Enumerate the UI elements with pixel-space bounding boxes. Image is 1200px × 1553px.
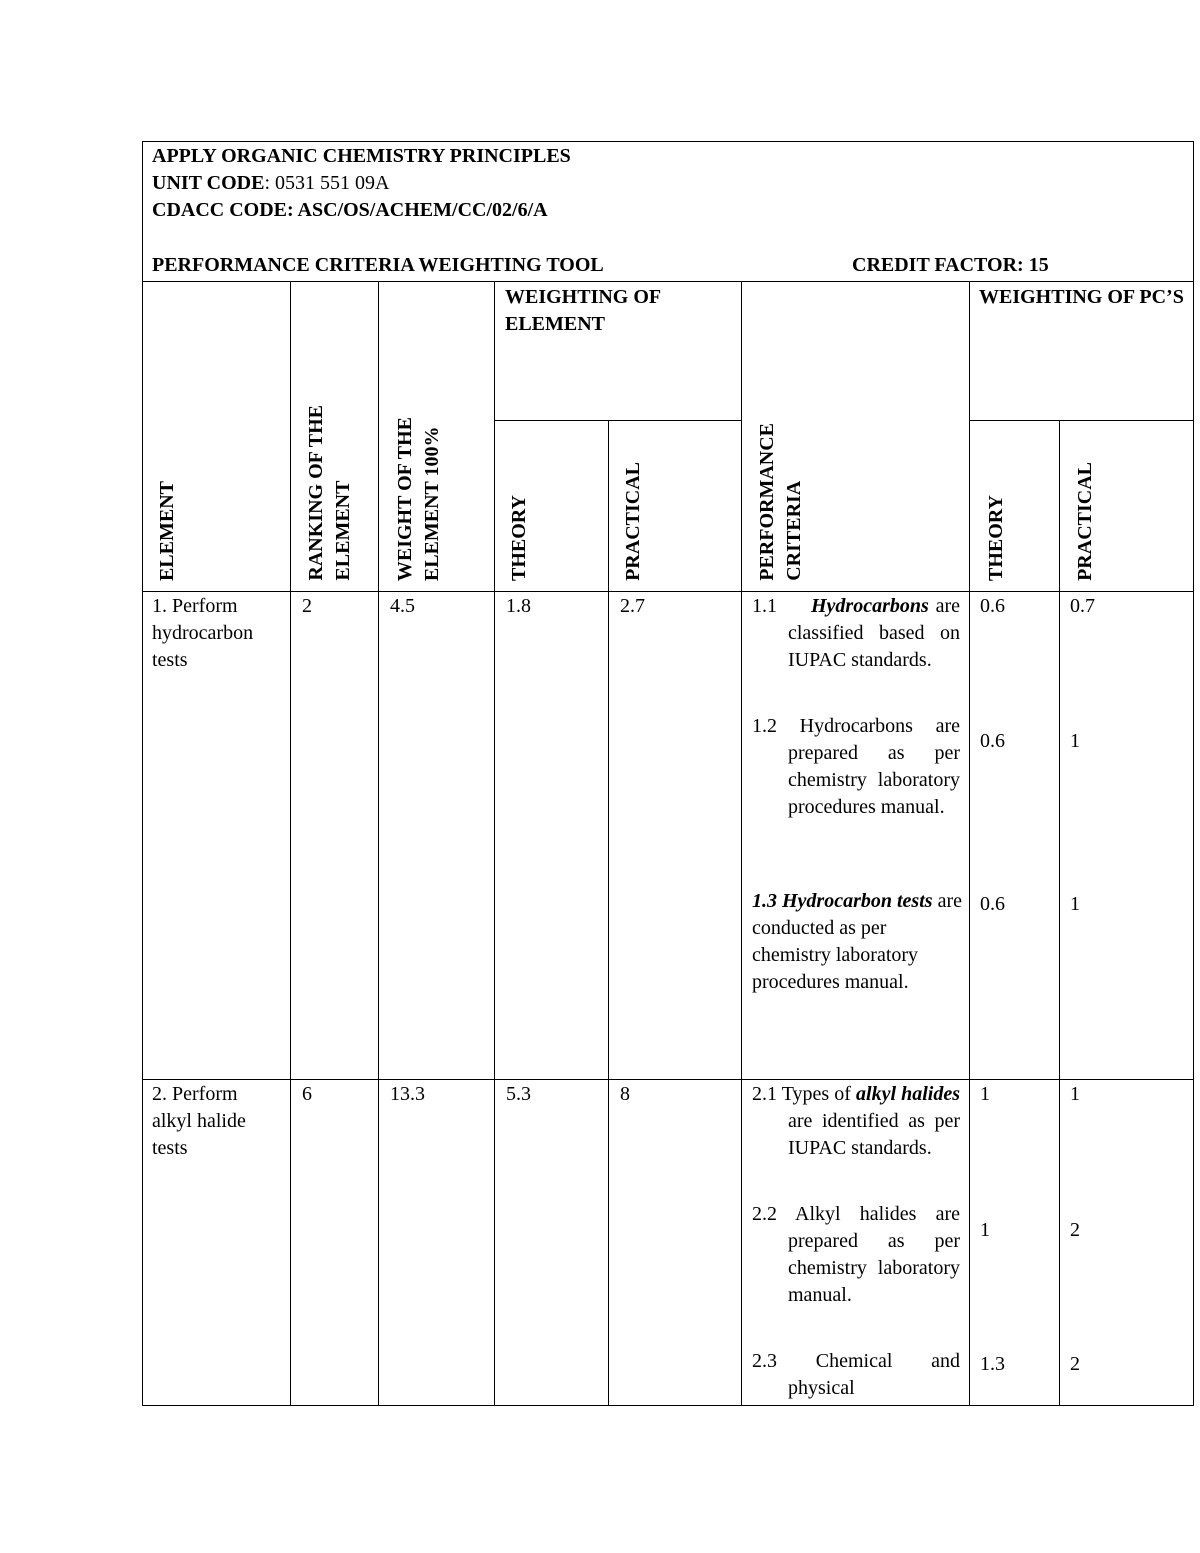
criterion-2-2-practical: 2 <box>1070 1219 1080 1241</box>
col-header-practical: PRACTICAL <box>622 462 644 581</box>
row1-theory: 1.8 <box>506 595 531 617</box>
table-border-top <box>142 141 1194 142</box>
criterion-2-1-text: are identified as per IUPAC standards. <box>788 1110 960 1159</box>
criterion-2-3-text: Chemical and physical <box>777 1350 960 1399</box>
col-header-pc-line1: PERFORMANCE <box>756 423 778 581</box>
criterion-2-3-num: 2.3 <box>752 1350 777 1372</box>
row1-ranking: 2 <box>302 595 312 617</box>
tool-title: PERFORMANCE CRITERIA WEIGHTING TOOL <box>152 254 604 276</box>
criterion-1-1-theory: 0.6 <box>980 595 1005 617</box>
criterion-2-1-theory: 1 <box>980 1083 990 1105</box>
unit-code <box>152 170 389 197</box>
subheader-divider-left <box>494 420 742 421</box>
credit-factor: CREDIT FACTOR: 15 <box>852 254 1049 276</box>
row2-weight: 13.3 <box>390 1083 425 1105</box>
criterion-1-1-emph: Hydrocarbons <box>811 595 929 617</box>
row2-practical: 8 <box>620 1083 630 1105</box>
criterion-1-2-num: 1.2 <box>752 715 777 737</box>
criterion-2-1 <box>752 1081 960 1162</box>
criterion-1-1 <box>752 593 960 674</box>
criterion-2-2-text: Alkyl halides are prepared as per chemistry laboratory manual. <box>777 1203 960 1306</box>
criterion-1-3-num: 1.3 <box>752 890 777 912</box>
criterion-1-1-num: 1.1 <box>752 595 777 617</box>
col-header-ranking-line2: ELEMENT <box>332 480 354 581</box>
criterion-1-2-practical: 1 <box>1070 730 1080 752</box>
col-divider-ranking <box>290 281 291 1406</box>
criterion-1-3 <box>752 888 962 996</box>
col-header-pc-practical: PRACTICAL <box>1074 462 1096 581</box>
col-divider-practical <box>608 420 609 1406</box>
criterion-1-2-theory: 0.6 <box>980 730 1005 752</box>
col-divider-weight <box>378 281 379 1406</box>
col-header-ranking-line1: RANKING OF THE <box>305 405 327 581</box>
criterion-1-2-text: Hydrocarbons are prepared as per chemistry laboratory procedures manual. <box>777 715 960 818</box>
criterion-1-3-practical: 1 <box>1070 893 1080 915</box>
col-divider-criteria <box>741 281 742 1406</box>
unit-code-label: UNIT CODE <box>152 172 265 194</box>
table-border-right <box>1193 141 1194 1406</box>
table-border-bottom <box>142 1405 1194 1406</box>
col-header-ranking <box>303 405 357 581</box>
criterion-1-2 <box>752 713 960 821</box>
row2-ranking: 6 <box>302 1083 312 1105</box>
criterion-1-3-theory: 0.6 <box>980 893 1005 915</box>
criterion-1-1-practical: 0.7 <box>1070 595 1095 617</box>
unit-code-value: : 0531 551 09A <box>264 172 390 194</box>
col-divider-theory <box>494 281 495 1406</box>
criterion-2-2-theory: 1 <box>980 1219 990 1241</box>
col-header-weight <box>392 417 446 581</box>
cdacc-code: CDACC CODE: ASC/OS/ACHEM/CC/02/6/A <box>152 199 548 221</box>
criterion-2-1-emph: alkyl halides <box>856 1083 960 1105</box>
col-header-weight-line2: ELEMENT 100% <box>421 426 443 581</box>
col-header-theory: THEORY <box>508 495 530 581</box>
row1-practical: 2.7 <box>620 595 645 617</box>
criterion-2-3 <box>752 1348 960 1402</box>
col-header-pc-theory: THEORY <box>985 495 1007 581</box>
criterion-2-3-theory: 1.3 <box>980 1353 1005 1375</box>
criterion-1-3-emph: Hydrocarbon tests <box>777 890 933 912</box>
criterion-2-1-num: 2.1 <box>752 1083 777 1105</box>
row1-weight: 4.5 <box>390 595 415 617</box>
criterion-1-3-text: are conducted as per chemistry laboratory procedures manual. <box>752 890 962 993</box>
col-header-performance-criteria <box>754 423 808 581</box>
criterion-2-2-num: 2.2 <box>752 1203 777 1225</box>
criterion-2-1-practical: 1 <box>1070 1083 1080 1105</box>
col-header-pc-line2: CRITERIA <box>783 480 805 581</box>
row2-theory: 5.3 <box>506 1083 531 1105</box>
col-header-element: ELEMENT <box>156 480 178 581</box>
criterion-2-3-practical: 2 <box>1070 1353 1080 1375</box>
row-divider <box>142 1079 1194 1080</box>
col-divider-pc-practical <box>1059 420 1060 1406</box>
col-header-weight-line1: WEIGHT OF THE <box>394 416 416 581</box>
column-header-bottom <box>142 591 1194 592</box>
row2-element: 2. Perform alkyl halide tests <box>152 1083 246 1159</box>
criterion-1-1-text: are classified based on IUPAC standards. <box>788 595 960 671</box>
criterion-2-1-pre: Types of <box>777 1083 857 1105</box>
col-header-weighting-pc: WEIGHTING OF PC’S <box>979 286 1184 308</box>
document-title: APPLY ORGANIC CHEMISTRY PRINCIPLES <box>152 145 571 167</box>
header-divider <box>142 281 1194 282</box>
row1-element: 1. Perform hydrocarbon tests <box>152 595 254 671</box>
col-header-weighting-element: WEIGHTING OF ELEMENT <box>505 286 661 335</box>
table-border-left <box>142 141 143 1406</box>
col-divider-pc-theory <box>969 281 970 1406</box>
criterion-2-2 <box>752 1201 960 1309</box>
subheader-divider-right <box>969 420 1194 421</box>
